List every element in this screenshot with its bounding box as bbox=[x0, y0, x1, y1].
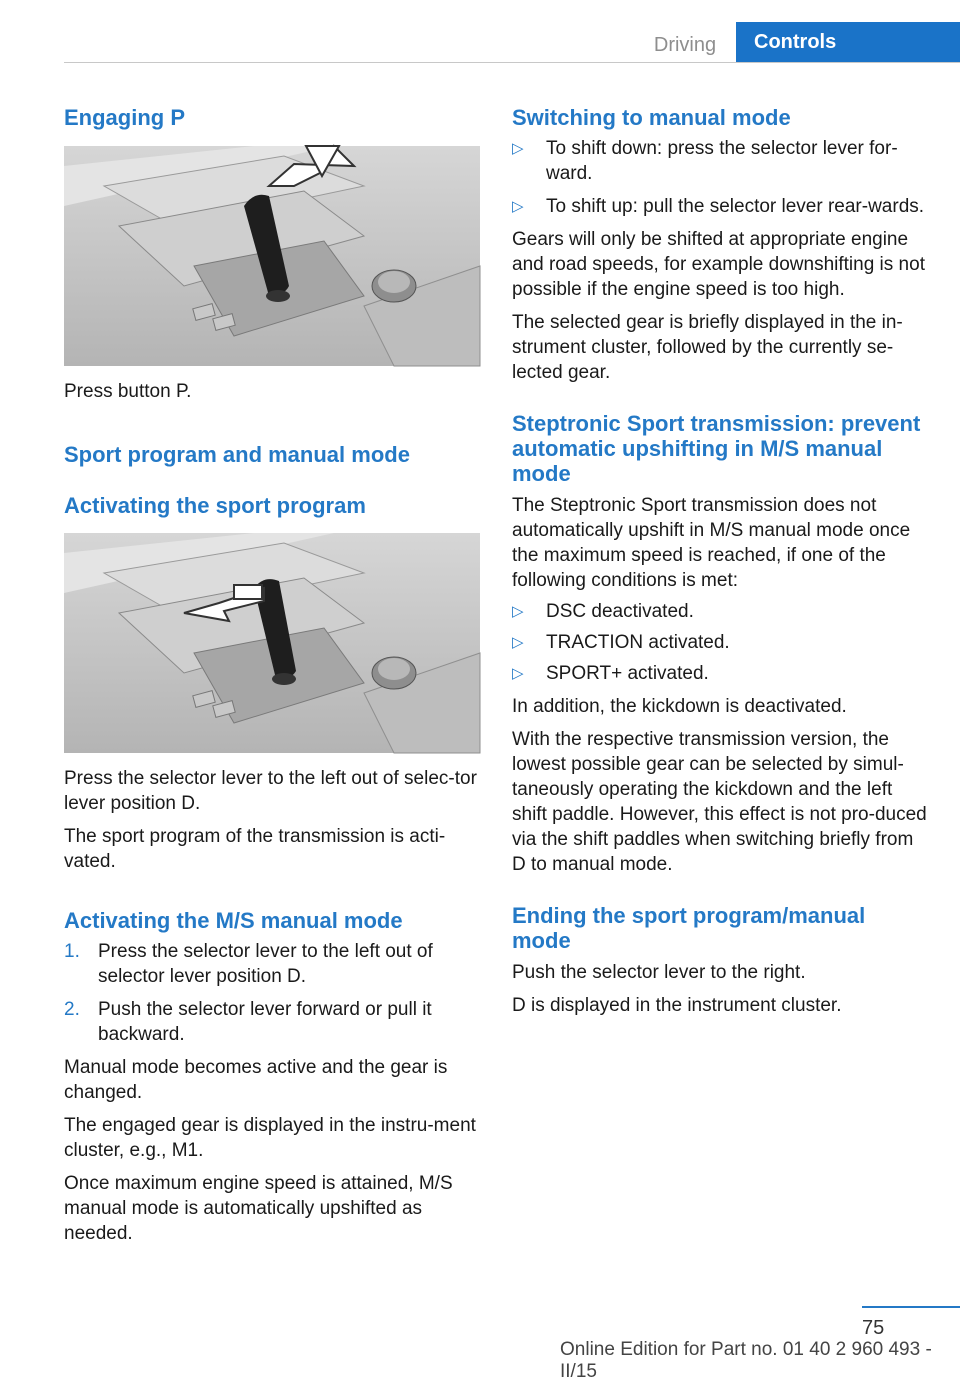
heading-sport-program: Sport program and manual mode bbox=[64, 442, 410, 467]
manual-para-1: Manual mode becomes active and the gear is changed. bbox=[64, 1057, 448, 1103]
list-item bbox=[512, 661, 930, 686]
heading-steptronic: Steptronic Sport transmission: prevent automatic upshifting in M/S manual mode bbox=[512, 411, 921, 486]
figure-engaging-p bbox=[64, 146, 480, 366]
list-item bbox=[512, 194, 930, 219]
heading-manual-mode: Activating the M/S manual mode bbox=[64, 908, 403, 933]
triangle-bullet-icon: ▷ bbox=[512, 634, 524, 651]
header-chapter-tab: Controls bbox=[736, 22, 960, 62]
list-item bbox=[512, 136, 930, 186]
triangle-bullet-icon: ▷ bbox=[512, 140, 524, 157]
steptronic-para-2: In addition, the kickdown is deactivated. bbox=[512, 696, 847, 717]
step-number: 2. bbox=[64, 999, 80, 1020]
heading-ending-sport: Ending the sport program/manual mode bbox=[512, 903, 866, 953]
edition-note: Online Edition for Part no. 01 40 2 960 493 - II/15 bbox=[560, 1339, 932, 1382]
header-section: Driving bbox=[653, 33, 717, 56]
triangle-bullet-icon: ▷ bbox=[512, 665, 524, 682]
bullet-text: SPORT+ activated. bbox=[546, 663, 709, 684]
steptronic-para-3: With the respective transmission version, the lowest possible gear can be selected by simul-taneously operating the kickdown and the left shift paddle. However, this effect is not pro-duced via the shift paddles when switching briefly from D to manual mode. bbox=[512, 729, 927, 875]
steptronic-bullets bbox=[512, 599, 930, 686]
gear-selector-illustration-2 bbox=[64, 533, 480, 753]
step-number: 1. bbox=[64, 941, 80, 962]
manual-para-2: The engaged gear is displayed in the instru-ment cluster, e.g., M1. bbox=[64, 1115, 476, 1161]
switching-para-1: Gears will only be shifted at appropriate engine and road speeds, for example downshifting is not possible if the engine speed is too high. bbox=[512, 229, 925, 300]
header-divider bbox=[64, 62, 960, 63]
switching-bullets bbox=[512, 136, 930, 219]
heading-switching-manual: Switching to manual mode bbox=[512, 105, 791, 130]
left-column bbox=[64, 100, 482, 1246]
bullet-text: To shift up: pull the selector lever rear-wards. bbox=[546, 196, 925, 217]
triangle-bullet-icon: ▷ bbox=[512, 198, 524, 215]
caption-engaging-p: Press button P. bbox=[64, 381, 192, 402]
heading-engaging-p: Engaging P bbox=[64, 105, 185, 130]
manual-mode-steps bbox=[64, 939, 482, 1047]
bullet-text: TRACTION activated. bbox=[546, 632, 730, 653]
subheading-activating-sport: Activating the sport program bbox=[64, 493, 366, 518]
list-item bbox=[512, 599, 930, 624]
ending-para-2: D is displayed in the instrument cluster. bbox=[512, 995, 842, 1016]
footer-accent-line bbox=[862, 1306, 960, 1308]
page-number: 75 bbox=[862, 1317, 885, 1339]
list-item bbox=[64, 997, 482, 1047]
figure-sport-program bbox=[64, 533, 480, 753]
bullet-text: DSC deactivated. bbox=[546, 601, 694, 622]
right-column bbox=[512, 100, 930, 1018]
triangle-bullet-icon: ▷ bbox=[512, 603, 524, 620]
gear-selector-illustration-1 bbox=[64, 146, 480, 366]
switching-para-2: The selected gear is briefly displayed in the in-strument cluster, followed by the currently se-lected gear. bbox=[512, 312, 903, 383]
step-text: Press the selector lever to the left out of selector lever position D. bbox=[98, 941, 433, 987]
sport-para-1: Press the selector lever to the left out of selec-tor lever position D. bbox=[64, 768, 477, 814]
sport-para-2: The sport program of the transmission is acti-vated. bbox=[64, 826, 446, 872]
bullet-text: To shift down: press the selector lever for-ward. bbox=[546, 138, 898, 184]
list-item bbox=[64, 939, 482, 989]
steptronic-para-1: The Steptronic Sport transmission does not automatically upshift in M/S manual mode once the maximum speed is reached, if one of the following conditions is met: bbox=[512, 495, 911, 591]
step-text: Push the selector lever forward or pull it backward. bbox=[98, 999, 432, 1045]
list-item bbox=[512, 630, 930, 655]
ending-para-1: Push the selector lever to the right. bbox=[512, 962, 806, 983]
manual-para-3: Once maximum engine speed is attained, M/S manual mode is automatically upshifted as needed. bbox=[64, 1173, 453, 1244]
